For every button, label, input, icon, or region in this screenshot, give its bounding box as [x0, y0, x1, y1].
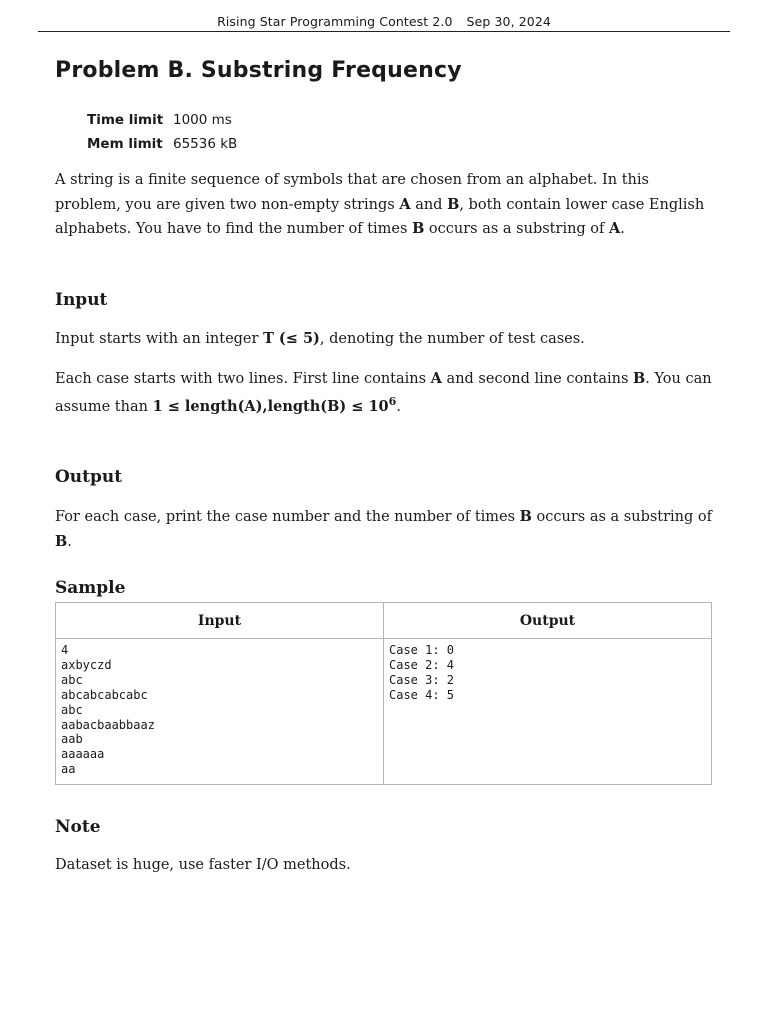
sample-input-cell — [56, 639, 384, 785]
mem-limit-value: 65536 kB — [173, 136, 238, 152]
sample-input-header: Input — [56, 603, 384, 639]
sample-heading: Sample — [55, 578, 126, 598]
sample-output-header: Output — [384, 603, 712, 639]
problem-title: Problem B. Substring Frequency — [55, 58, 462, 83]
mem-limit-label: Mem limit — [87, 136, 163, 152]
sample-output-text: Case 1: 0 Case 2: 4 Case 3: 2 Case 4: 5 — [389, 643, 455, 702]
input-heading: Input — [55, 290, 108, 310]
sample-table — [55, 602, 712, 785]
note-heading: Note — [55, 817, 101, 837]
input-paragraph-2: Each case starts with two lines. First line contains A and second line contains B. You can assume than 1 ≤ length(A),length(B) ≤ $10^6$. — [55, 370, 712, 415]
time-limit-row — [87, 108, 237, 132]
limits-block — [87, 108, 237, 156]
mem-limit-row — [87, 132, 237, 156]
problem-statement: A string is a finite sequence of symbols that are chosen from an alphabet. In this problem, you are given two non-empty strings A and B, both contain lower case English alphabets. You have to find the number of times B occurs as a substring of A. — [55, 172, 705, 237]
note-text: Dataset is huge, use faster I/O methods. — [55, 857, 351, 873]
output-heading: Output — [55, 467, 123, 487]
sample-input-text: 4 axbyczd abc abcabcabcabc abc aabacbaabbaaz aab aaaaaa aa — [61, 643, 155, 777]
input-paragraph-1: Input starts with an integer T (≤ 5), denoting the number of test cases. — [55, 330, 585, 347]
time-limit-value: 1000 ms — [173, 112, 232, 128]
page-header — [38, 14, 730, 32]
output-paragraph: For each case, print the case number and the number of times B occurs as a substring of B. — [55, 508, 713, 550]
contest-name: Rising Star Programming Contest 2.0 — [217, 14, 453, 29]
contest-date: Sep 30, 2024 — [466, 14, 551, 29]
sample-output-cell — [384, 639, 712, 785]
time-limit-label: Time limit — [87, 112, 164, 128]
